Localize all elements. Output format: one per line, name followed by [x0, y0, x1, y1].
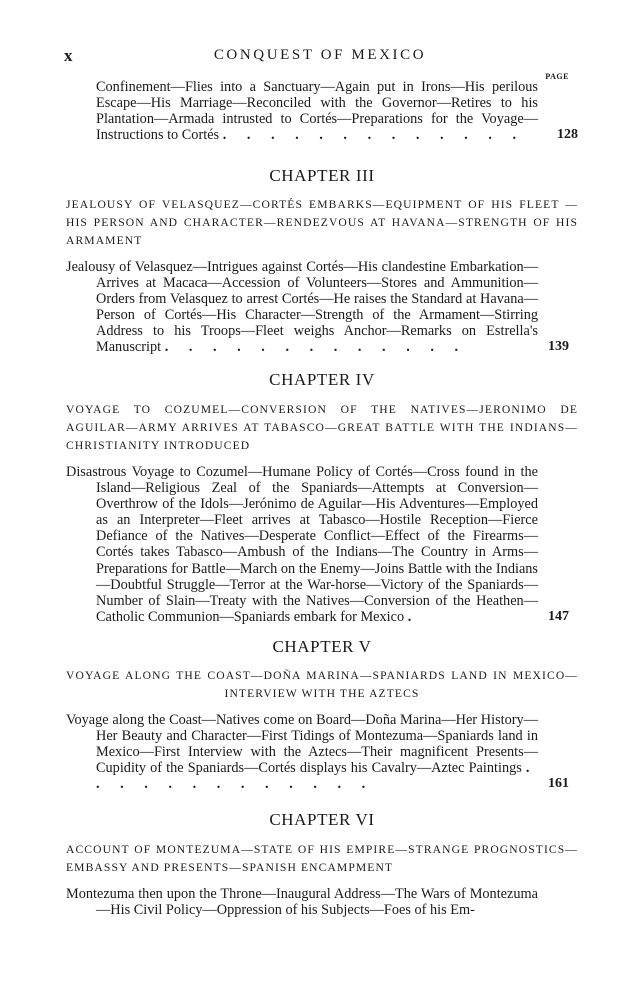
- contents-text: Jealousy of Velasquez—Intrigues against Cortés—His clandestine Embarkation—Arrives at Macaca—Accession of Volunteers—Stores and Ammunition—Orders from Velasquez to arrest Cortés—He raises the Standard at Havana—Person of Cortés—His Character—Strength of the Armament—Stirring Address to his Troops—Fleet weighs Anchor—Remarks on Estrella's Manuscript: [66, 259, 538, 356]
- chapter-contents: Voyage along the Coast—Natives come on Board—Doña Marina—Her History—Her Beauty and Character—First Tidings of Montezuma—Spaniards land in Mexico—First Interview with the Aztecs—Their magnificent Presents—Cupidity of the Spaniards—Cortés displays his Cavalry—Aztec Paintings . . . . . . . . . . . . . 161: [66, 712, 569, 793]
- chapter-summary-text: ACCOUNT OF MONTEZUMA—STATE OF HIS EMPIRE—STRANGE PROGNOSTICS—EMBASSY AND PRESENTS—SPANISH ENCAMPMENT: [66, 843, 578, 874]
- running-head: [64, 46, 576, 66]
- chapter-title: CHAPTER V: [272, 637, 372, 656]
- chapter-summary: [66, 667, 578, 703]
- chapter-title: CHAPTER VI: [269, 810, 375, 829]
- page-column-label: PAGE: [545, 72, 569, 81]
- chapter-summary-text: JEALOUSY OF VELASQUEZ—CORTÉS EMBARKS—EQUIPMENT OF HIS FLEET —HIS PERSON AND CHARACTER—RENDEZVOUS AT HAVANA—STRENGTH OF HIS ARMAMENT: [66, 198, 578, 247]
- chapter-contents: Jealousy of Velasquez—Intrigues against Cortés—His clandestine Embarkation—Arrives at Macaca—Accession of Volunteers—Stores and Ammunition—Orders from Velasquez to arrest Cortés—He raises the Standard at Havana—Person of Cortés—His Character—Strength of the Armament—Stirring Address to his Troops—Fleet weighs Anchor—Remarks on Estrella's Manuscript . . . . . . . . . . . . . 139: [66, 259, 569, 356]
- contents-text: Montezuma then upon the Throne—Inaugural Address—The Wars of Montezuma—His Civil Policy—Oppression of his Subjects—Foes of his Em-: [66, 886, 538, 919]
- chapter-summary-text: VOYAGE ALONG THE COAST—DOÑA MARINA—SPANIARDS LAND IN MEXICO—INTERVIEW WITH THE AZTECS: [66, 669, 578, 700]
- contents-text: Confinement—Flies into a Sanctuary—Again put in Irons—His perilous Escape—His Marriage—Reconciled with the Governor—Retires to his Plantation—Armada intrusted to Cortés—Preparations for the Voyage—Instructions to Cortés: [96, 79, 538, 144]
- chapter-summary: [66, 401, 578, 455]
- chapter-contents: Disastrous Voyage to Cozumel—Humane Policy of Cortés—Cross found in the Island—Religious Zeal of the Spaniards—Attempts at Conversion—Overthrow of the Idols—Jerónimo de Aguilar—His Adventures—Employed as an Interpreter—Fleet arrives at Tabasco—Hostile Reception—Fierce Defiance of the Natives—Desperate Conflict—Effect of the Firearms—Cortés takes Tabasco—Ambush of the Indians—The Country in Arms—Preparations for Battle—March on the Enemy—Joins Battle with the Indians—Doubtful Struggle—Terror at the War-horse—Victory of the Spaniards—Number of Slain—Treaty with the Natives—Conversion of the Heathen—Catholic Communion—Spaniards embark for Mexico . 147: [66, 464, 569, 625]
- contents-text: Voyage along the Coast—Natives come on Board—Doña Marina—Her History—Her Beauty and Character—First Tidings of Montezuma—Spaniards land in Mexico—First Interview with the Aztecs—Their magnificent Presents—Cupidity of the Spaniards—Cortés displays his Cavalry—Aztec Paintings: [66, 712, 538, 777]
- chapter-title: CHAPTER III: [269, 166, 375, 185]
- folio-number: x: [64, 46, 73, 65]
- book-title: CONQUEST OF MEXICO: [213, 47, 427, 63]
- chapter-contents: [66, 886, 578, 918]
- chapter-summary-text: VOYAGE TO COZUMEL—CONVERSION OF THE NATIVES—JERONIMO DE AGUILAR—ARMY ARRIVES AT TABASCO—GREAT BATTLE WITH THE INDIANS—CHRISTIANITY INTRODUCED: [66, 403, 578, 452]
- chapter-ii-contents-tail: Confinement—Flies into a Sanctuary—Again put in Irons—His perilous Escape—His Marriage—Reconciled with the Governor—Retires to his Plantation—Armada intrusted to Cortés—Preparations for the Voyage—Instructions to Cortés . . . . . . . . . . . . . 128: [96, 79, 578, 144]
- page-number: 128: [557, 127, 578, 143]
- chapter-summary: [66, 196, 578, 250]
- chapter-summary: [66, 841, 578, 877]
- chapter-title: CHAPTER IV: [269, 370, 375, 389]
- contents-text: Disastrous Voyage to Cozumel—Humane Policy of Cortés—Cross found in the Island—Religious Zeal of the Spaniards—Attempts at Conversion—Overthrow of the Idols—Jerónimo de Aguilar—His Adventures—Employed as an Interpreter—Fleet arrives at Tabasco—Hostile Reception—Fierce Defiance of the Natives—Desperate Conflict—Effect of the Firearms—Cortés takes Tabasco—Ambush of the Indians—The Country in Arms—Preparations for Battle—March on the Enemy—Joins Battle with the Indians—Doubtful Struggle—Terror at the War-horse—Victory of the Spaniards—Number of Slain—Treaty with the Natives—Conversion of the Heathen—Catholic Communion—Spaniards embark for Mexico: [66, 464, 538, 625]
